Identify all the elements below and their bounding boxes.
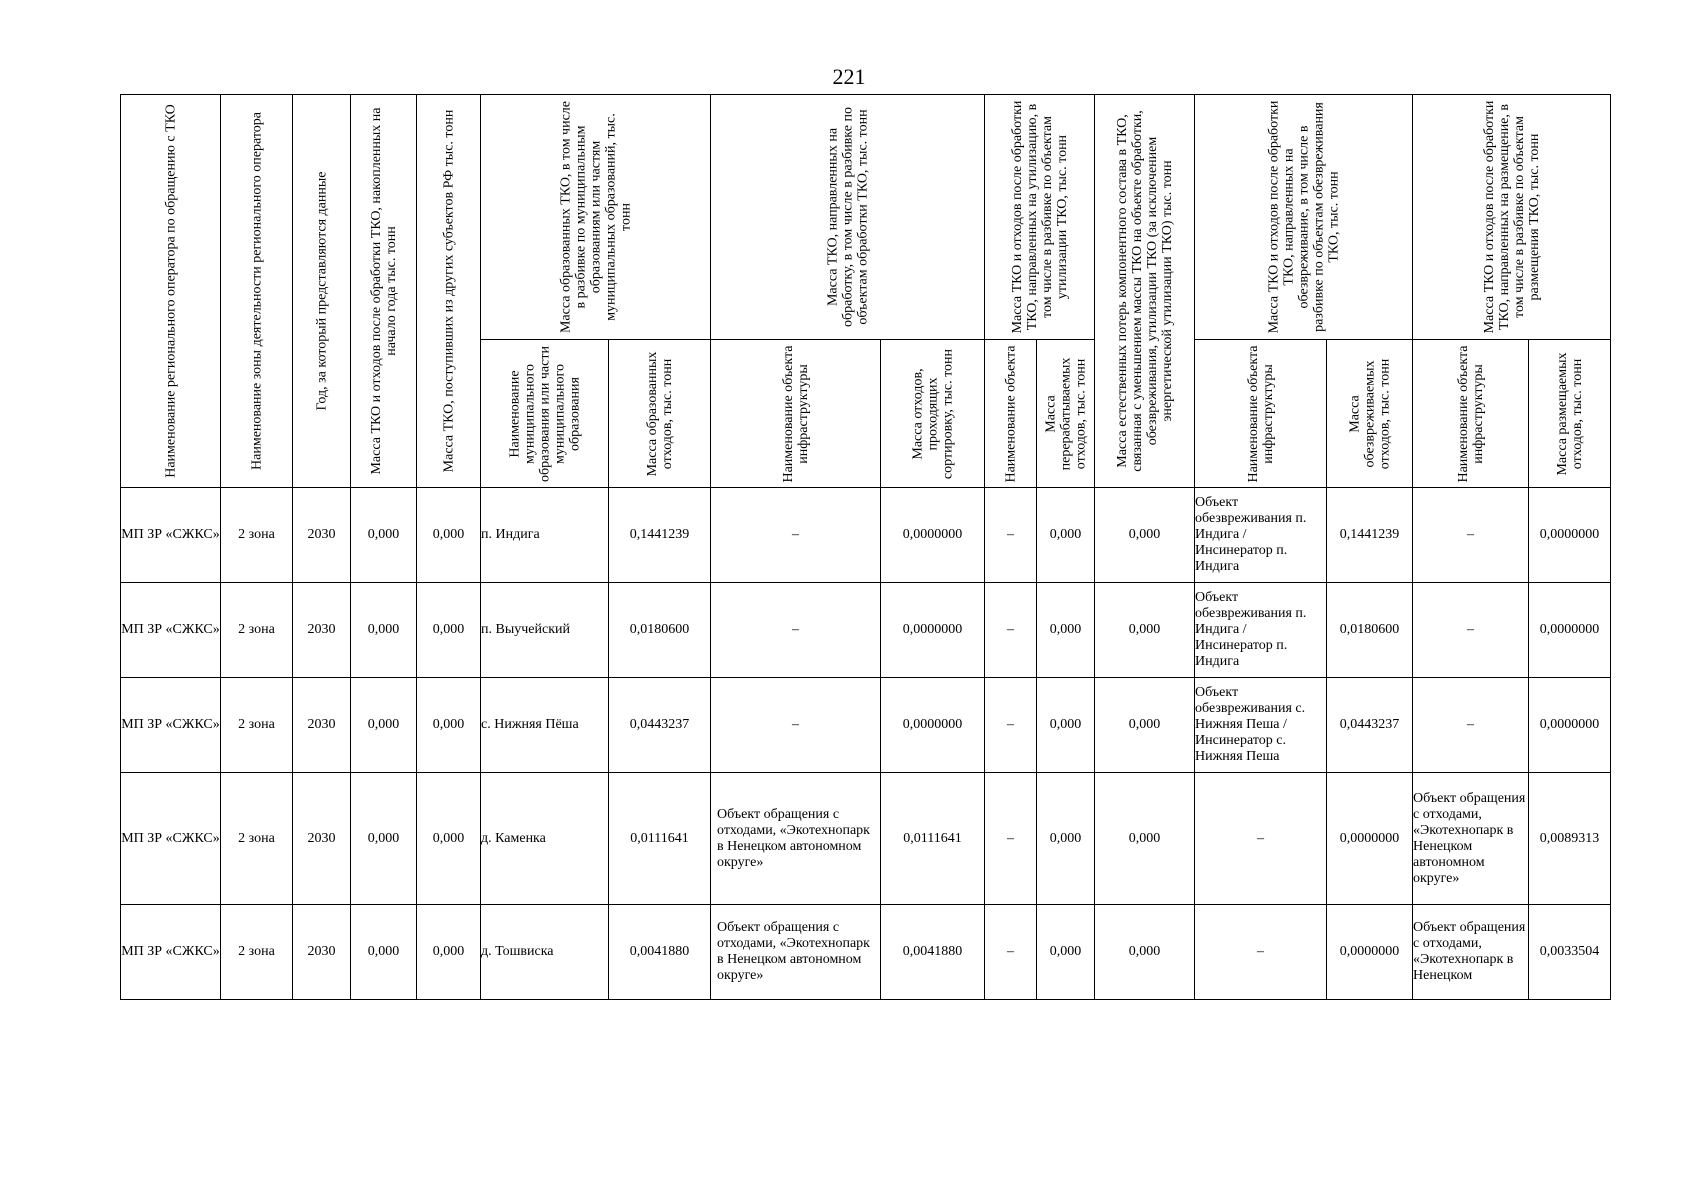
header-processing-group: Масса ТКО, направленных на обработку, в том числе в разбивке по объектам обработки ТКО, тыс. тонн [711, 95, 985, 340]
cell-placement-object: – [1413, 583, 1529, 678]
cell-utilization-object: – [985, 905, 1037, 1000]
cell-placement-object: Объект обращения с отходами, «Экотехнопарк в Ненецком [1413, 905, 1529, 1000]
table-row [121, 678, 1611, 773]
cell-incoming: 0,000 [417, 583, 481, 678]
header-placement-group: Масса ТКО и отходов после обработки ТКО, направленных на размещение, в том числе в разбивке по объектам размещения ТКО, тыс. тонн [1413, 95, 1611, 340]
cell-neutralization-mass: 0,0000000 [1327, 773, 1413, 905]
cell-utilization-object: – [985, 678, 1037, 773]
page-number: 221 [832, 64, 866, 89]
cell-utilization-object: – [985, 773, 1037, 905]
header-formed-group: Масса образованных ТКО, в том числе в разбивке по муниципальным образованиям или частям муниципальных образований, тыс. тонн [481, 95, 711, 340]
cell-processing-mass: 0,0041880 [881, 905, 985, 1000]
cell-losses: 0,000 [1095, 678, 1195, 773]
cell-neutralization-mass: 0,0000000 [1327, 905, 1413, 1000]
cell-operator: МП ЗР «СЖКС» [121, 905, 221, 1000]
cell-municipality: п. Индига [481, 488, 609, 583]
header-utilization-name: Наименование объекта [985, 340, 1037, 488]
cell-year: 2030 [293, 583, 351, 678]
cell-municipality: д. Тошвиска [481, 905, 609, 1000]
cell-processing-mass: 0,0000000 [881, 583, 985, 678]
cell-accumulated: 0,000 [351, 678, 417, 773]
table-row [121, 488, 1611, 583]
cell-placement-object: – [1413, 678, 1529, 773]
cell-year: 2030 [293, 773, 351, 905]
cell-neutralization-mass: 0,1441239 [1327, 488, 1413, 583]
cell-incoming: 0,000 [417, 488, 481, 583]
cell-neutralization-object: Объект обезвреживания с. Нижняя Пеша / Инсинератор с. Нижняя Пеша [1195, 678, 1327, 773]
header-neutralization-mass: Масса обезвреживаемых отходов, тыс. тонн [1327, 340, 1413, 488]
header-neutralization-name: Наименование объекта инфраструктуры [1195, 340, 1327, 488]
cell-accumulated: 0,000 [351, 583, 417, 678]
cell-utilization-object: – [985, 488, 1037, 583]
header-utilization-mass: Масса перерабатываемых отходов, тыс. тонн [1037, 340, 1095, 488]
cell-zone: 2 зона [221, 678, 293, 773]
header-losses: Масса естественных потерь компонентного состава в ТКО, связанная с уменьшением массы ТКО на объекте обработки, обезвреживания, утилизации ТКО (за исключением энергетической утилизации ТКО) тыс. тонн [1095, 95, 1195, 488]
cell-placement-object: Объект обращения с отходами, «Экотехнопарк в Ненецком автономном округе» [1413, 773, 1529, 905]
header-year: Год, за который представляются данные [293, 95, 351, 488]
cell-processing-mass: 0,0000000 [881, 678, 985, 773]
cell-operator: МП ЗР «СЖКС» [121, 488, 221, 583]
cell-placement-object: – [1413, 488, 1529, 583]
cell-placement-mass: 0,0033504 [1529, 905, 1611, 1000]
cell-utilization-mass: 0,000 [1037, 583, 1095, 678]
cell-utilization-object: – [985, 583, 1037, 678]
header-incoming: Масса ТКО, поступивших из других субъектов РФ тыс. тонн [417, 95, 481, 488]
cell-zone: 2 зона [221, 773, 293, 905]
cell-neutralization-object: Объект обезвреживания п. Индига / Инсинератор п. Индига [1195, 583, 1327, 678]
cell-formed-mass: 0,0041880 [609, 905, 711, 1000]
header-placement-mass: Масса размещаемых отходов, тыс. тонн [1529, 340, 1611, 488]
header-formed-name: Наименование муниципального образования или части муниципального образования [481, 340, 609, 488]
cell-processing-mass: 0,0111641 [881, 773, 985, 905]
cell-utilization-mass: 0,000 [1037, 905, 1095, 1000]
cell-municipality: д. Каменка [481, 773, 609, 905]
cell-neutralization-mass: 0,0443237 [1327, 678, 1413, 773]
cell-incoming: 0,000 [417, 773, 481, 905]
cell-placement-mass: 0,0089313 [1529, 773, 1611, 905]
cell-utilization-mass: 0,000 [1037, 678, 1095, 773]
header-processing-name: Наименование объекта инфраструктуры [711, 340, 881, 488]
cell-year: 2030 [293, 488, 351, 583]
cell-losses: 0,000 [1095, 773, 1195, 905]
cell-processing-object: Объект обращения с отходами, «Экотехнопарк в Ненецком автономном округе» [711, 905, 881, 1000]
cell-incoming: 0,000 [417, 678, 481, 773]
cell-neutralization-mass: 0,0180600 [1327, 583, 1413, 678]
header-placement-name: Наименование объекта инфраструктуры [1413, 340, 1529, 488]
table-row [121, 773, 1611, 905]
cell-utilization-mass: 0,000 [1037, 773, 1095, 905]
cell-processing-object: – [711, 488, 881, 583]
cell-formed-mass: 0,0180600 [609, 583, 711, 678]
cell-placement-mass: 0,0000000 [1529, 488, 1611, 583]
cell-accumulated: 0,000 [351, 905, 417, 1000]
cell-processing-object: – [711, 583, 881, 678]
header-formed-mass: Масса образованных отходов, тыс. тонн [609, 340, 711, 488]
header-neutralization-group: Масса ТКО и отходов после обработки ТКО, направленных на обезвреживание, в том числе в разбивке по объектам обезвреживания ТКО, тыс. тонн [1195, 95, 1413, 340]
table-row [121, 583, 1611, 678]
cell-zone: 2 зона [221, 488, 293, 583]
header-processing-mass: Масса отходов, проходящих сортировку, тыс. тонн [881, 340, 985, 488]
cell-accumulated: 0,000 [351, 488, 417, 583]
cell-operator: МП ЗР «СЖКС» [121, 583, 221, 678]
cell-neutralization-object: – [1195, 773, 1327, 905]
cell-year: 2030 [293, 678, 351, 773]
header-utilization-group: Масса ТКО и отходов после обработки ТКО, направленных на утилизацию, в том числе в разбивке по объектам утилизации ТКО, тыс. тонн [985, 95, 1095, 340]
cell-processing-object: – [711, 678, 881, 773]
cell-losses: 0,000 [1095, 583, 1195, 678]
cell-neutralization-object: – [1195, 905, 1327, 1000]
cell-utilization-mass: 0,000 [1037, 488, 1095, 583]
cell-zone: 2 зона [221, 905, 293, 1000]
header-operator: Наименование регионального оператора по обращению с ТКО [121, 95, 221, 488]
waste-data-table [120, 94, 1611, 1000]
cell-year: 2030 [293, 905, 351, 1000]
cell-municipality: п. Выучейский [481, 583, 609, 678]
cell-placement-mass: 0,0000000 [1529, 678, 1611, 773]
cell-formed-mass: 0,1441239 [609, 488, 711, 583]
cell-operator: МП ЗР «СЖКС» [121, 773, 221, 905]
cell-operator: МП ЗР «СЖКС» [121, 678, 221, 773]
header-zone: Наименование зоны деятельности регионального оператора [221, 95, 293, 488]
cell-processing-mass: 0,0000000 [881, 488, 985, 583]
cell-incoming: 0,000 [417, 905, 481, 1000]
cell-losses: 0,000 [1095, 488, 1195, 583]
header-accumulated: Масса ТКО и отходов после обработки ТКО, накопленных на начало года тыс. тонн [351, 95, 417, 488]
cell-formed-mass: 0,0443237 [609, 678, 711, 773]
cell-processing-object: Объект обращения с отходами, «Экотехнопарк в Ненецком автономном округе» [711, 773, 881, 905]
cell-municipality: с. Нижняя Пёша [481, 678, 609, 773]
cell-zone: 2 зона [221, 583, 293, 678]
table-row [121, 905, 1611, 1000]
cell-accumulated: 0,000 [351, 773, 417, 905]
cell-neutralization-object: Объект обезвреживания п. Индига / Инсинератор п. Индига [1195, 488, 1327, 583]
cell-losses: 0,000 [1095, 905, 1195, 1000]
cell-formed-mass: 0,0111641 [609, 773, 711, 905]
cell-placement-mass: 0,0000000 [1529, 583, 1611, 678]
